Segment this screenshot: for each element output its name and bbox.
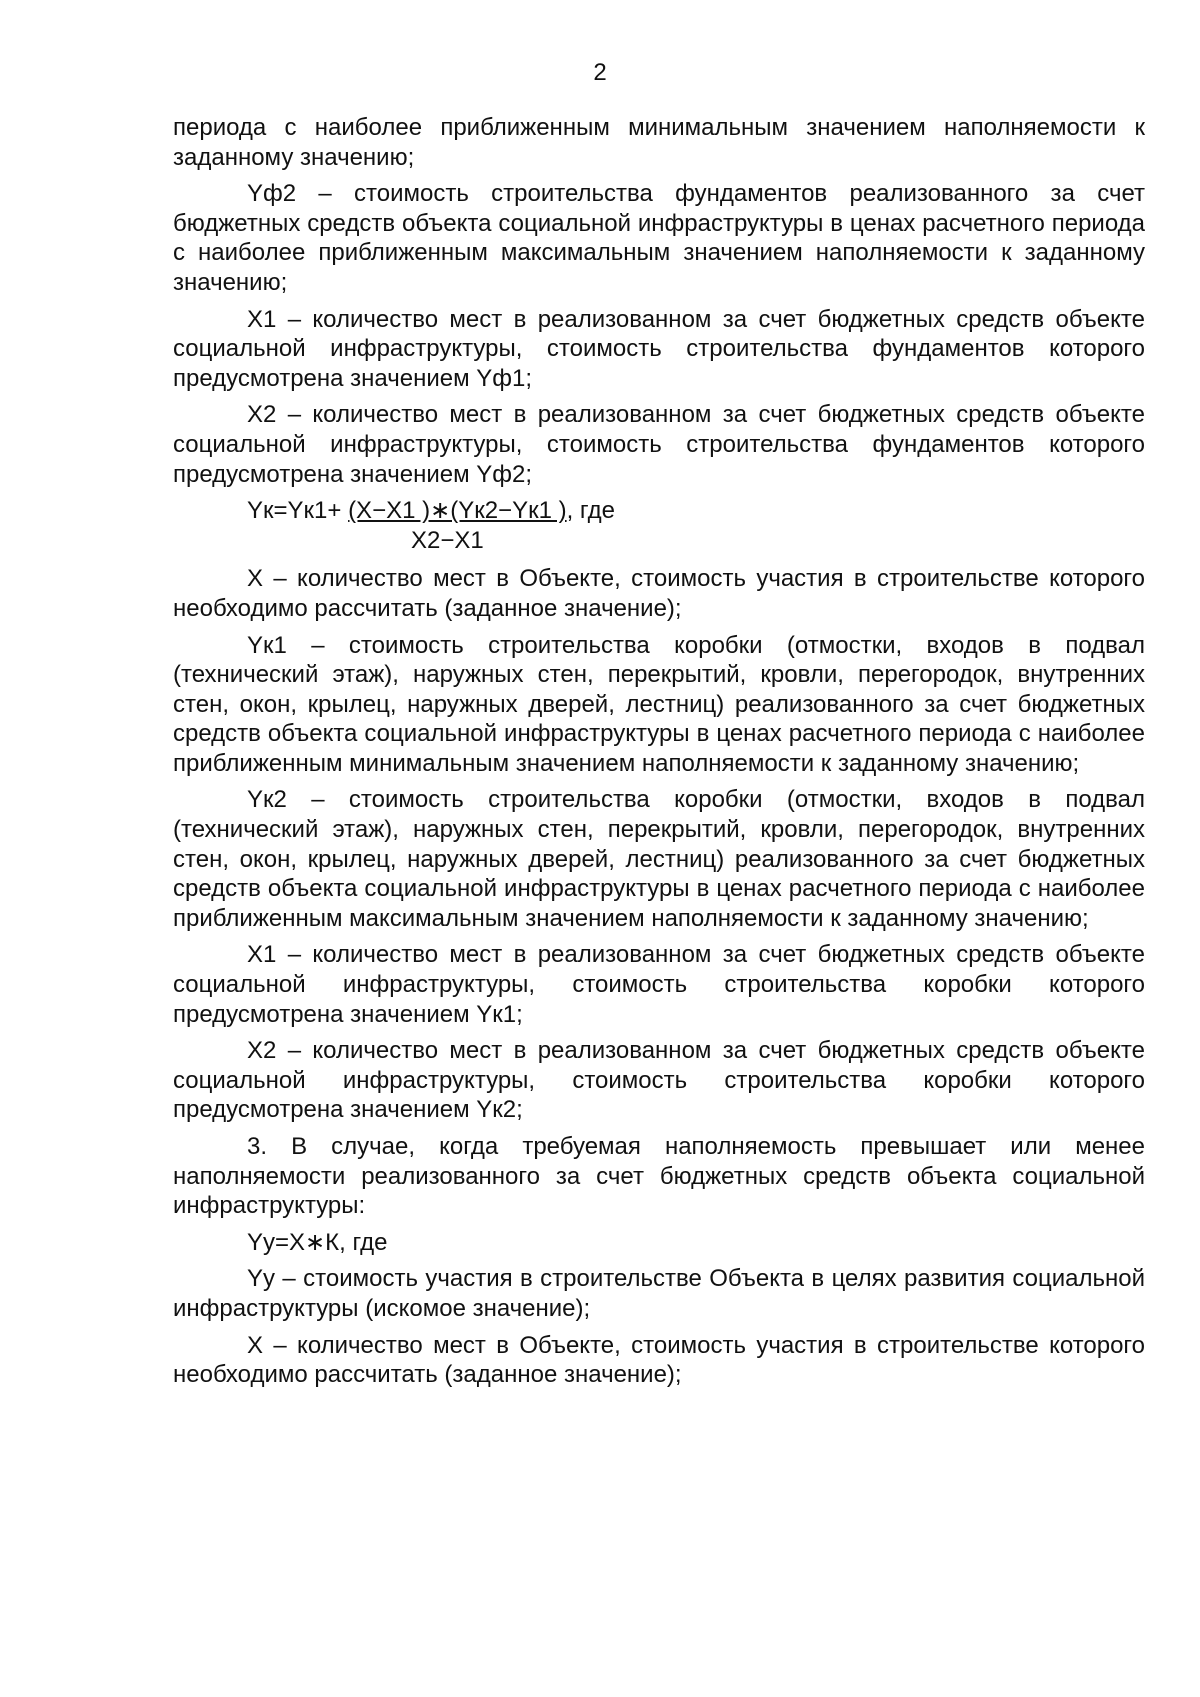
paragraph-x-definition-2: X – количество мест в Объекте, стоимость участия в строительстве которого необходимо рассчитать (заданное значение); <box>173 1331 1145 1389</box>
formula-yk-numerator: (X−X1 )∗(Yк2−Yк1 ) <box>348 497 567 525</box>
document-body <box>173 113 1145 1397</box>
formula-yk-denominator: X2−X1 <box>411 526 484 554</box>
paragraph-yf2-definition: Yф2 – стоимость строительства фундаментов реализованного за счет бюджетных средств объекта социальной инфраструктуры в ценах расчетного периода с наиболее приближенным максимальным значением наполняемости к заданному значению; <box>173 180 1145 296</box>
paragraph-yu-definition: Yу – стоимость участия в строительстве Объекта в целях развития социальной инфраструктуры (искомое значение); <box>173 1265 1145 1322</box>
formula-yu: Yу=X∗К, где <box>247 1228 388 1256</box>
paragraph-x1-foundations: X1 – количество мест в реализованном за счет бюджетных средств объекте социальной инфраструктуры, стоимость строительства фундаментов которого предусмотрена значением Yф1; <box>173 305 1145 392</box>
paragraph-yk2-definition: Yк2 – стоимость строительства коробки (отмостки, входов в подвал (технический этаж), наружных стен, перекрытий, кровли, перегородок, внутренних стен, окон, крылец, наружных дверей, лестниц) реализованного за счет бюджетных средств объекта социальной инфраструктуры в ценах расчетного периода с наиболее приближенным максимальным значением наполняемости к заданному значению; <box>173 786 1145 932</box>
formula-yk-prefix: Yк=Yк1+ <box>247 497 349 525</box>
paragraph-continuation: периода с наиболее приближенным минимальным значением наполняемости к заданному значению; <box>173 114 1145 171</box>
formula-yk-suffix: , где <box>566 497 615 525</box>
formula-yk <box>247 496 1145 526</box>
paragraph-item-3: 3. В случае, когда требуемая наполняемость превышает или менее наполняемости реализованного за счет бюджетных средств объекта социальной инфраструктуры: <box>173 1133 1145 1220</box>
paragraph-x1-box: X1 – количество мест в реализованном за счет бюджетных средств объекте социальной инфраструктуры, стоимость строительства коробки которого предусмотрена значением Yк1; <box>173 941 1145 1028</box>
paragraph-x2-box: X2 – количество мест в реализованном за счет бюджетных средств объекте социальной инфраструктуры, стоимость строительства коробки которого предусмотрена значением Yк2; <box>173 1037 1145 1124</box>
paragraph-x-definition: X – количество мест в Объекте, стоимость участия в строительстве которого необходимо рассчитать (заданное значение); <box>173 565 1145 622</box>
page-number: 2 <box>593 59 607 86</box>
paragraph-yk1-definition: Yк1 – стоимость строительства коробки (отмостки, входов в подвал (технический этаж), наружных стен, перекрытий, кровли, перегородок, внутренних стен, окон, крылец, наружных дверей, лестниц) реализованного за счет бюджетных средств объекта социальной инфраструктуры в ценах расчетного периода с наиболее приближенным минимальным значением наполняемости к заданному значению; <box>173 631 1145 777</box>
paragraph-x2-foundations: X2 – количество мест в реализованном за счет бюджетных средств объекте социальной инфраструктуры, стоимость строительства фундаментов которого предусмотрена значением Yф2; <box>173 401 1145 488</box>
